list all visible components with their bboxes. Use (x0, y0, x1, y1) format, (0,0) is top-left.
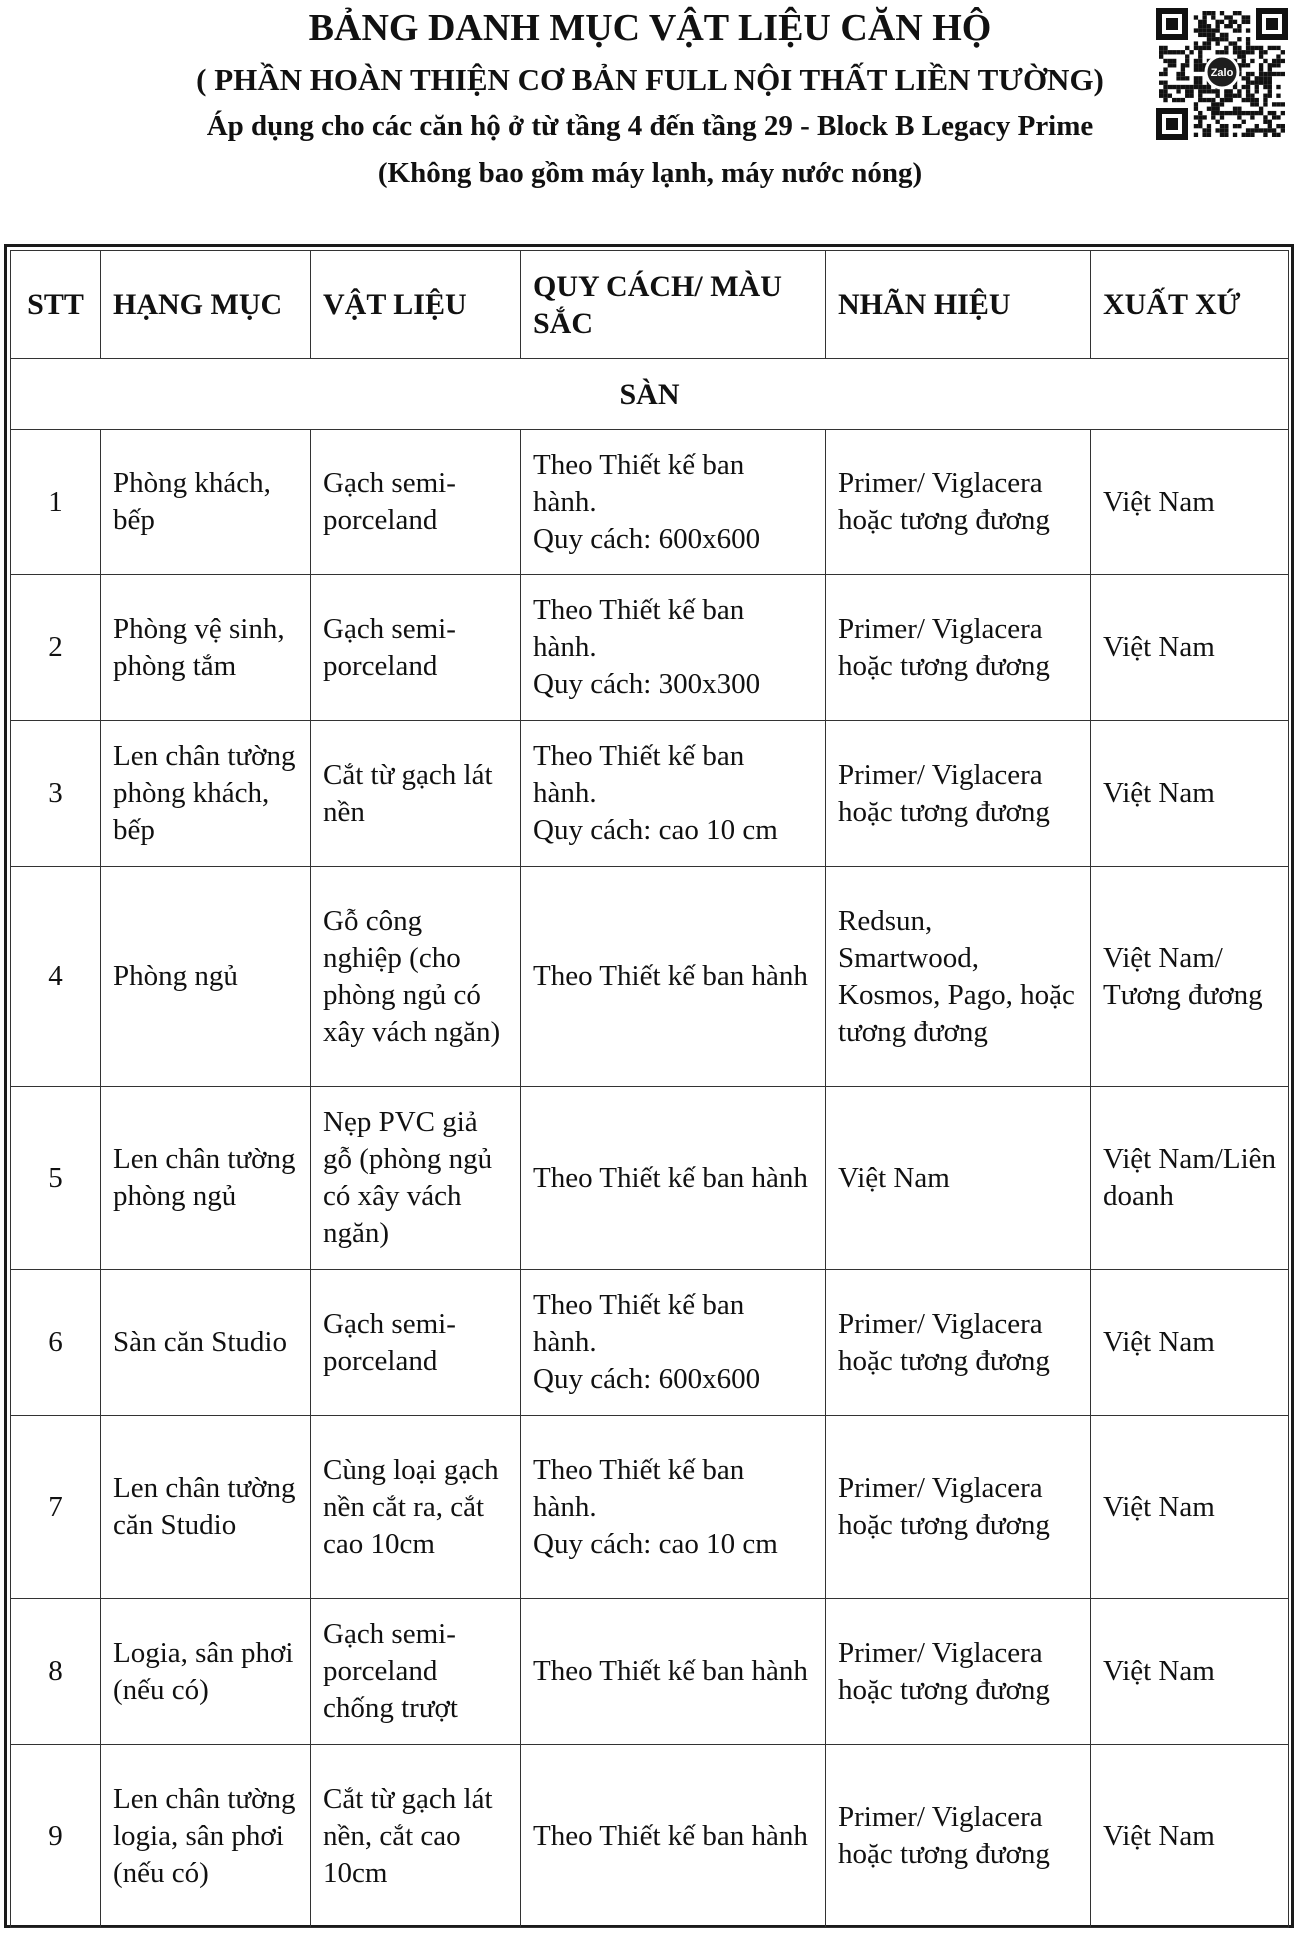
cell-stt: 8 (11, 1599, 101, 1745)
header-category: HẠNG MỤC (101, 251, 311, 359)
applies-to-note: Áp dụng cho các căn hộ ở từ tầng 4 đến tầng 29 - Block B Legacy Prime (206, 110, 1094, 142)
zalo-badge-text: Zalo (1210, 67, 1234, 79)
cell-material: Cùng loại gạch nền cắt ra, cắt cao 10cm (311, 1416, 521, 1599)
cell-origin: Việt Nam (1091, 1270, 1289, 1416)
spec-line: Theo Thiết kế ban hành (533, 1655, 808, 1687)
table-row (11, 430, 1289, 575)
header-stt: STT (11, 251, 101, 359)
table-row (11, 1599, 1289, 1745)
header-material: VẬT LIỆU (311, 251, 521, 359)
cell-material: Gạch semi-porceland chống trượt (311, 1599, 521, 1745)
table-row (11, 1087, 1289, 1270)
spec-line: Quy cách: 600x600 (533, 522, 761, 555)
header-brand: NHÃN HIỆU (826, 251, 1091, 359)
cell-material: Cắt từ gạch lát nền, cắt cao 10cm (311, 1745, 521, 1928)
cell-spec (521, 1745, 826, 1928)
cell-origin: Việt Nam (1091, 575, 1289, 721)
materials-table-frame (4, 244, 1294, 1928)
spec-line: Theo Thiết kế ban hành. (533, 1453, 745, 1523)
spec-line: Theo Thiết kế ban hành. (533, 740, 745, 809)
cell-brand: Primer/ Viglacera hoặc tương đương (826, 1270, 1091, 1416)
cell-brand: Việt Nam (826, 1087, 1091, 1270)
materials-table (10, 250, 1289, 1928)
cell-material: Gỗ công nghiệp (cho phòng ngủ có xây vách ngăn) (311, 867, 521, 1087)
exclusions-note: (Không bao gồm máy lạnh, máy nước nóng) (377, 157, 923, 189)
cell-brand: Primer/ Viglacera hoặc tương đương (826, 575, 1091, 721)
cell-stt: 1 (11, 430, 101, 575)
spec-line: Theo Thiết kế ban hành. (533, 448, 745, 518)
cell-brand: Primer/ Viglacera hoặc tương đương (826, 1416, 1091, 1599)
spec-line: Quy cách: cao 10 cm (533, 1527, 778, 1560)
cell-spec (521, 430, 826, 575)
cell-category: Sàn căn Studio (101, 1270, 311, 1416)
header-origin: XUẤT XỨ (1091, 251, 1289, 359)
cell-spec (521, 1087, 826, 1270)
cell-spec (521, 575, 826, 721)
cell-brand: Primer/ Viglacera hoặc tương đương (826, 1599, 1091, 1745)
cell-stt: 2 (11, 575, 101, 721)
cell-origin: Việt Nam (1091, 1745, 1289, 1928)
cell-origin: Việt Nam/Liên doanh (1091, 1087, 1289, 1270)
cell-category: Len chân tường phòng ngủ (101, 1087, 311, 1270)
cell-category: Len chân tường căn Studio (101, 1416, 311, 1599)
cell-material: Nẹp PVC giả gỗ (phòng ngủ có xây vách ngăn) (311, 1087, 521, 1270)
cell-stt: 3 (11, 721, 101, 867)
cell-category: Phòng khách, bếp (101, 430, 311, 575)
cell-origin: Việt Nam/ Tương đương (1091, 867, 1289, 1087)
spec-line: Quy cách: 300x300 (533, 668, 761, 700)
cell-brand: Primer/ Viglacera hoặc tương đương (826, 721, 1091, 867)
cell-stt: 6 (11, 1270, 101, 1416)
cell-category: Logia, sân phơi (nếu có) (101, 1599, 311, 1745)
section-floor-heading: SÀN (11, 359, 1289, 430)
cell-spec (521, 1270, 826, 1416)
cell-material: Cắt từ gạch lát nền (311, 721, 521, 867)
spec-line: Theo Thiết kế ban hành (533, 1819, 808, 1852)
cell-origin: Việt Nam (1091, 721, 1289, 867)
table-row (11, 721, 1289, 867)
zalo-qr-code (1154, 6, 1290, 142)
cell-stt: 7 (11, 1416, 101, 1599)
table-row (11, 1745, 1289, 1928)
document-header (0, 0, 1300, 230)
spec-line: Theo Thiết kế ban hành. (533, 1289, 745, 1358)
cell-origin: Việt Nam (1091, 430, 1289, 575)
cell-brand: Redsun, Smartwood, Kosmos, Pago, hoặc tương đương (826, 867, 1091, 1087)
spec-line: Theo Thiết kế ban hành (533, 1161, 808, 1194)
document-title: BẢNG DANH MỤC VẬT LIỆU CĂN HỘ (308, 7, 992, 49)
cell-stt: 9 (11, 1745, 101, 1928)
table-row (11, 575, 1289, 721)
cell-category: Len chân tường logia, sân phơi (nếu có) (101, 1745, 311, 1928)
cell-category: Phòng vệ sinh, phòng tắm (101, 575, 311, 721)
cell-brand: Primer/ Viglacera hoặc tương đương (826, 430, 1091, 575)
cell-brand: Primer/ Viglacera hoặc tương đương (826, 1745, 1091, 1928)
cell-material: Gạch semi-porceland (311, 1270, 521, 1416)
cell-category: Phòng ngủ (101, 867, 311, 1087)
spec-line: Quy cách: 600x600 (533, 1363, 761, 1395)
cell-spec (521, 1599, 826, 1745)
section-row (11, 359, 1289, 430)
cell-material: Gạch semi-porceland (311, 575, 521, 721)
spec-line: Quy cách: cao 10 cm (533, 814, 778, 846)
cell-spec (521, 867, 826, 1087)
table-header-row (11, 251, 1289, 359)
cell-origin: Việt Nam (1091, 1416, 1289, 1599)
header-spec: QUY CÁCH/ MÀU SẮC (521, 251, 826, 359)
table-row (11, 1416, 1289, 1599)
cell-material: Gạch semi-porceland (311, 430, 521, 575)
spec-line: Theo Thiết kế ban hành (533, 960, 808, 992)
table-row (11, 1270, 1289, 1416)
spec-line: Theo Thiết kế ban hành. (533, 594, 745, 663)
table-row (11, 867, 1289, 1087)
cell-category: Len chân tường phòng khách, bếp (101, 721, 311, 867)
cell-spec (521, 721, 826, 867)
cell-origin: Việt Nam (1091, 1599, 1289, 1745)
cell-stt: 4 (11, 867, 101, 1087)
cell-stt: 5 (11, 1087, 101, 1270)
cell-spec (521, 1416, 826, 1599)
document-subtitle: ( PHẦN HOÀN THIỆN CƠ BẢN FULL NỘI THẤT LIỀN TƯỜNG) (196, 62, 1104, 97)
